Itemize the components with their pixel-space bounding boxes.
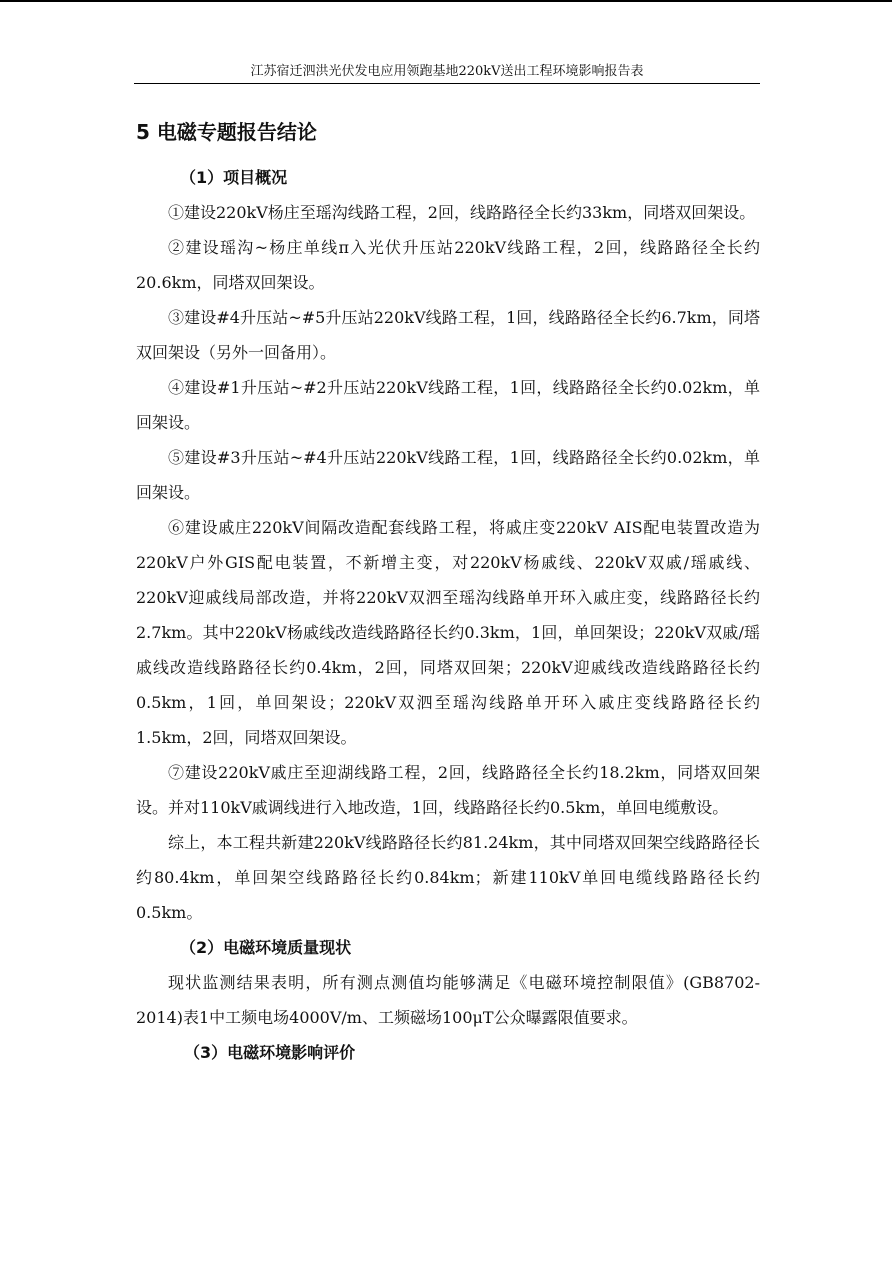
paragraph-item-5: ⑤建设#3升压站~#4升压站220kV线路工程，1回，线路路径全长约0.02km，单回架设。 xyxy=(136,448,760,502)
document-body xyxy=(136,114,760,1070)
subsection-heading: （2）电磁环境质量现状 xyxy=(180,938,352,957)
top-border-rule xyxy=(0,0,892,2)
paragraph-monitoring-result: 现状监测结果表明，所有测点测值均能够满足《电磁环境控制限值》(GB8702-2014)表1中工频电场4000V/m、工频磁场100μT公众曝露限值要求。 xyxy=(136,973,760,1027)
subsection-heading: （1）项目概况 xyxy=(180,168,288,187)
section-title: 5 电磁专题报告结论 xyxy=(136,120,317,144)
subsection-em-impact-assessment xyxy=(136,1035,760,1070)
subsection-project-overview xyxy=(136,160,760,930)
subsection-em-quality-status xyxy=(136,930,760,1035)
paragraph-item-3: ③建设#4升压站~#5升压站220kV线路工程，1回，线路路径全长约6.7km，同塔双回架设（另外一回备用）。 xyxy=(136,308,760,362)
paragraph-item-1: ①建设220kV杨庄至瑶沟线路工程，2回，线路路径全长约33km，同塔双回架设。 xyxy=(168,203,756,222)
paragraph-item-7: ⑦建设220kV戚庄至迎湖线路工程，2回，线路路径全长约18.2km，同塔双回架设。并对110kV戚调线进行入地改造，1回，线路路径长约0.5km，单回电缆敷设。 xyxy=(136,763,760,817)
paragraph-item-4: ④建设#1升压站~#2升压站220kV线路工程，1回，线路路径全长约0.02km，单回架设。 xyxy=(136,378,760,432)
paragraph-summary: 综上，本工程共新建220kV线路路径长约81.24km，其中同塔双回架空线路路径长约80.4km，单回架空线路路径长约0.84km；新建110kV单回电缆线路路径长约0.5km。 xyxy=(136,833,760,922)
subsection-heading: （3）电磁环境影响评价 xyxy=(184,1043,356,1062)
page-header: 江苏宿迁泗洪光伏发电应用领跑基地220kV送出工程环境影响报告表 xyxy=(134,64,760,84)
paragraph-item-2: ②建设瑶沟~杨庄单线π入光伏升压站220kV线路工程，2回，线路路径全长约20.6km，同塔双回架设。 xyxy=(136,238,760,292)
paragraph-item-6: ⑥建设戚庄220kV间隔改造配套线路工程，将戚庄变220kV AIS配电装置改造为220kV户外GIS配电装置，不新增主变，对220kV杨戚线、220kV双戚/瑶戚线、220kV迎戚线局部改造，并将220kV双泗至瑶沟线路单开环入戚庄变，线路路径长约2.7km。其中220kV杨戚线改造线路路径长约0.3km，1回，单回架设；220kV双戚/瑶戚线改造线路路径长约0.4km，2回，同塔双回架；220kV迎戚线改造线路路径长约0.5km，1回，单回架设；220kV双泗至瑶沟线路单开环入戚庄变线路路径长约1.5km，2回，同塔双回架设。 xyxy=(136,518,760,747)
